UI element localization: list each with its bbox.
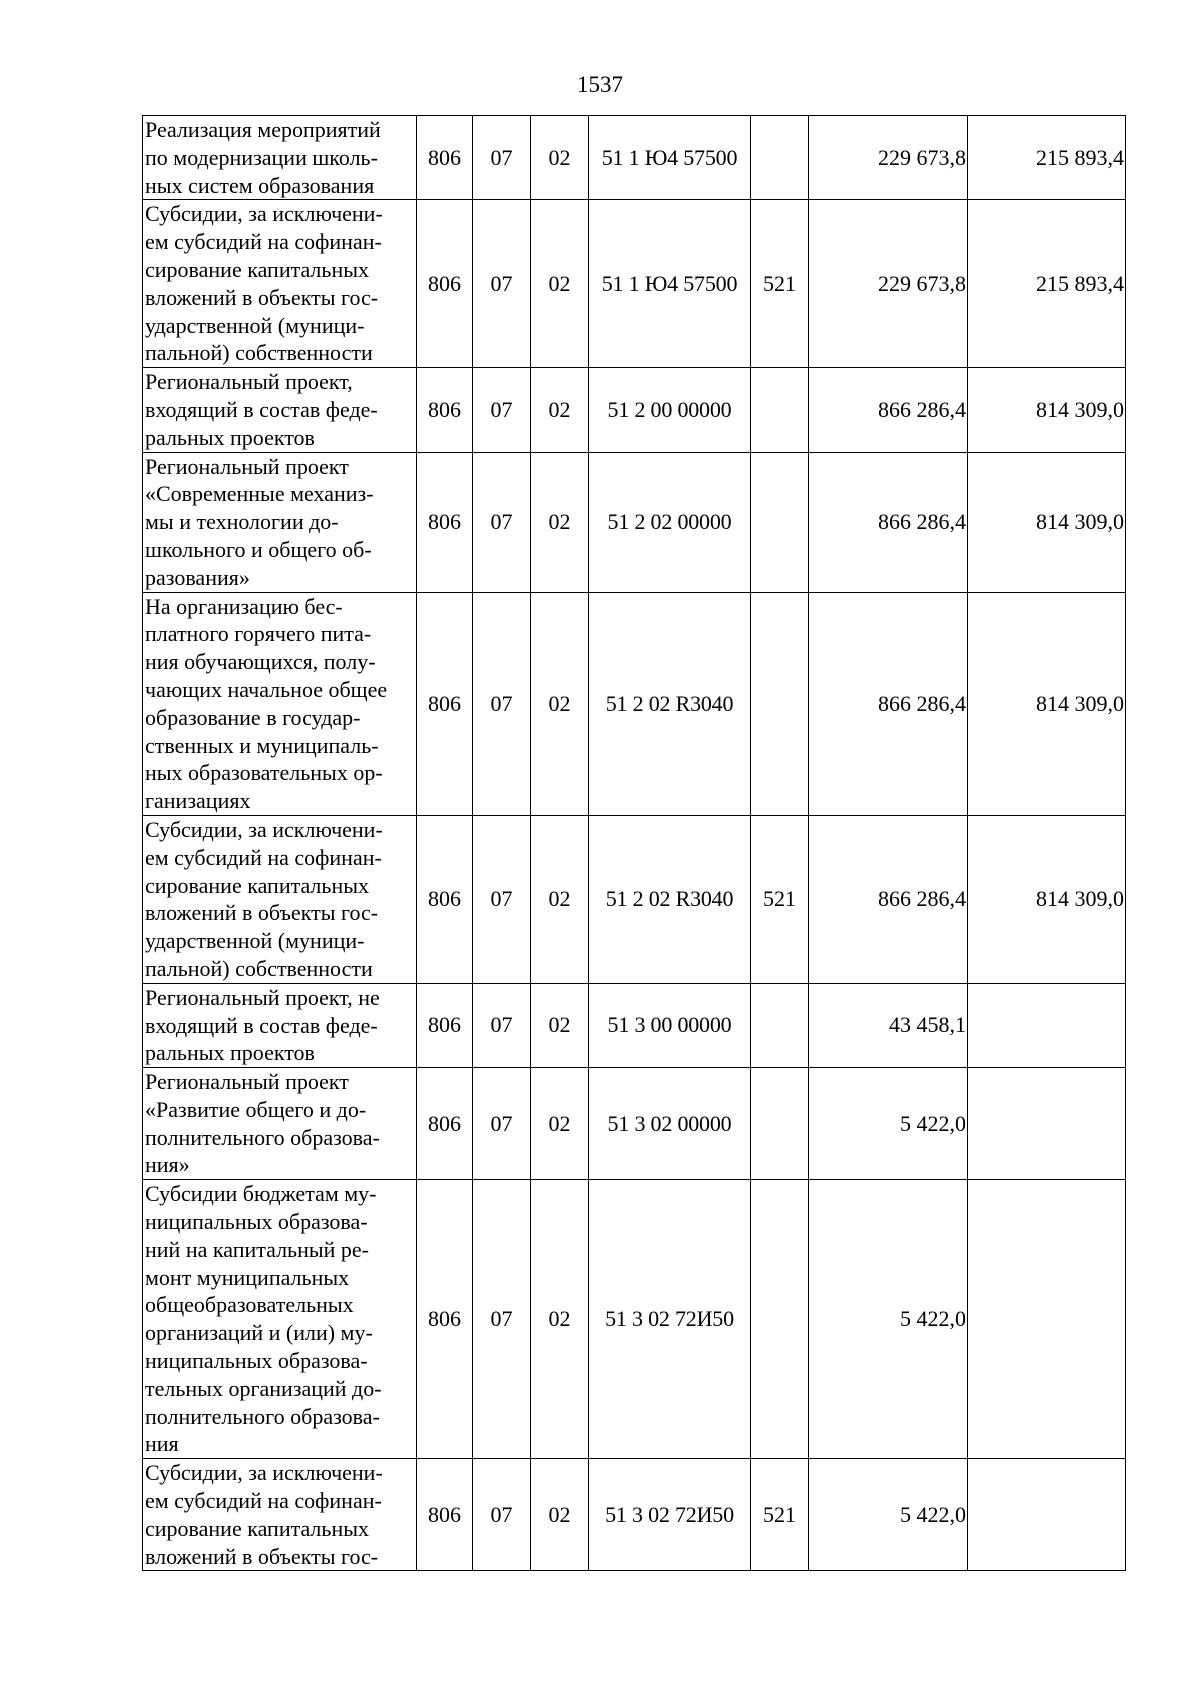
description-line: сирование капитальных (145, 872, 369, 898)
subsection-code-cell: 02 (531, 592, 589, 815)
description-line: общеобразовательных (145, 1292, 354, 1318)
expense-type-cell: 521 (751, 1459, 809, 1571)
target-article-cell: 51 3 02 72И50 (589, 1180, 751, 1459)
description-line: образование в государ- (145, 704, 361, 730)
description-line: Региональный проект (145, 1069, 349, 1095)
description-line: тельных организаций до- (145, 1375, 382, 1401)
subsection-code-cell: 02 (531, 1459, 589, 1571)
target-article-cell: 51 2 02 00000 (589, 452, 751, 592)
amount-2-cell: 814 309,0 (968, 452, 1126, 592)
ministry-code-cell: 806 (417, 452, 473, 592)
description-line: ударственной (муници- (145, 928, 365, 954)
description-line: монт муниципальных (145, 1264, 350, 1290)
target-article-cell: 51 2 02 R3040 (589, 592, 751, 815)
target-article-cell: 51 3 00 00000 (589, 983, 751, 1067)
amount-1-cell: 229 673,8 (809, 116, 968, 200)
target-article-cell: 51 3 02 72И50 (589, 1459, 751, 1571)
ministry-code-cell: 806 (417, 116, 473, 200)
description-line: Реализация мероприятий (145, 117, 381, 142)
description-line: ния обучающихся, полу- (145, 649, 376, 675)
description-line: ральных проектов (145, 1040, 315, 1066)
description-line: входящий в состав феде- (145, 1012, 378, 1038)
section-code-cell: 07 (473, 1459, 531, 1571)
description-line: полнительного образова- (145, 1403, 380, 1429)
description-line: разования» (145, 564, 250, 590)
description-line: вложений в объекты гос- (145, 900, 379, 926)
table-row (143, 1180, 1126, 1459)
ministry-code-cell: 806 (417, 200, 473, 368)
amount-2-cell: 814 309,0 (968, 815, 1126, 983)
ministry-code-cell: 806 (417, 592, 473, 815)
expense-type-cell (751, 368, 809, 452)
description-cell (143, 1068, 417, 1180)
ministry-code-cell: 806 (417, 815, 473, 983)
description-line: по модернизации школь- (145, 144, 378, 170)
amount-1-cell: 5 422,0 (809, 1068, 968, 1180)
description-line: ных образовательных ор- (145, 760, 383, 786)
description-line: ниципальных образова- (145, 1348, 368, 1374)
description-line: ем субсидий на софинан- (145, 229, 382, 255)
subsection-code-cell: 02 (531, 815, 589, 983)
amount-1-cell: 866 286,4 (809, 452, 968, 592)
description-line: «Развитие общего и до- (145, 1096, 367, 1122)
table-row (143, 368, 1126, 452)
table-row (143, 983, 1126, 1067)
description-line: ударственной (муници- (145, 312, 365, 338)
description-line: ем субсидий на софинан- (145, 844, 382, 870)
description-line: ний на капитальный ре- (145, 1236, 370, 1262)
table-body (143, 116, 1126, 1571)
amount-1-cell: 866 286,4 (809, 592, 968, 815)
expense-type-cell (751, 983, 809, 1067)
description-line: пальной) собственности (145, 955, 373, 981)
description-line: «Современные механиз- (145, 481, 374, 507)
target-article-cell: 51 2 02 R3040 (589, 815, 751, 983)
subsection-code-cell: 02 (531, 1068, 589, 1180)
table-row (143, 592, 1126, 815)
subsection-code-cell: 02 (531, 983, 589, 1067)
section-code-cell: 07 (473, 983, 531, 1067)
description-line: ния» (145, 1152, 190, 1178)
expense-type-cell (751, 1180, 809, 1459)
description-cell (143, 1180, 417, 1459)
table-row (143, 815, 1126, 983)
description-line: чающих начальное общее (145, 676, 388, 702)
description-line: входящий в состав феде- (145, 396, 378, 422)
amount-2-cell (968, 1068, 1126, 1180)
subsection-code-cell: 02 (531, 200, 589, 368)
subsection-code-cell: 02 (531, 452, 589, 592)
description-line: вложений в объекты гос- (145, 1543, 379, 1569)
subsection-code-cell: 02 (531, 116, 589, 200)
section-code-cell: 07 (473, 592, 531, 815)
description-line: мы и технологии до- (145, 509, 339, 535)
description-line: вложений в объекты гос- (145, 284, 379, 310)
expense-type-cell (751, 592, 809, 815)
table-row (143, 1068, 1126, 1180)
description-line: ния (145, 1431, 179, 1457)
page-number: 1537 (577, 72, 623, 97)
amount-2-cell: 215 893,4 (968, 200, 1126, 368)
subsection-code-cell: 02 (531, 368, 589, 452)
amount-1-cell: 5 422,0 (809, 1459, 968, 1571)
section-code-cell: 07 (473, 200, 531, 368)
target-article-cell: 51 2 00 00000 (589, 368, 751, 452)
description-line: полнительного образова- (145, 1124, 380, 1150)
description-line: ственных и муниципаль- (145, 732, 379, 758)
amount-1-cell: 229 673,8 (809, 200, 968, 368)
amount-1-cell: 5 422,0 (809, 1180, 968, 1459)
table-row (143, 1459, 1126, 1571)
section-code-cell: 07 (473, 452, 531, 592)
description-line: сирование капитальных (145, 256, 369, 282)
description-line: ральных проектов (145, 424, 315, 450)
description-line: Региональный проект (145, 453, 349, 479)
description-line: пальной) собственности (145, 340, 373, 366)
amount-1-cell: 866 286,4 (809, 368, 968, 452)
amount-1-cell: 866 286,4 (809, 815, 968, 983)
expense-type-cell: 521 (751, 200, 809, 368)
target-article-cell: 51 1 Ю4 57500 (589, 200, 751, 368)
expense-type-cell (751, 1068, 809, 1180)
subsection-code-cell: 02 (531, 1180, 589, 1459)
description-line: Субсидии, за исключени- (145, 816, 383, 842)
description-line: школьного и общего об- (145, 536, 372, 562)
ministry-code-cell: 806 (417, 368, 473, 452)
description-line: платного горячего пита- (145, 621, 372, 647)
amount-2-cell: 215 893,4 (968, 116, 1126, 200)
description-line: Региональный проект, не (145, 984, 380, 1010)
description-line: Региональный проект, (145, 369, 353, 395)
description-cell (143, 592, 417, 815)
section-code-cell: 07 (473, 815, 531, 983)
description-line: организаций и (или) му- (145, 1320, 373, 1346)
description-cell (143, 200, 417, 368)
amount-1-cell: 43 458,1 (809, 983, 968, 1067)
ministry-code-cell: 806 (417, 983, 473, 1067)
description-cell (143, 983, 417, 1067)
section-code-cell: 07 (473, 368, 531, 452)
description-cell (143, 368, 417, 452)
description-line: сирование капитальных (145, 1515, 369, 1541)
amount-2-cell: 814 309,0 (968, 592, 1126, 815)
table-row (143, 116, 1126, 200)
description-line: Субсидии, за исключени- (145, 1460, 383, 1486)
description-line: На организацию бес- (145, 593, 343, 619)
target-article-cell: 51 3 02 00000 (589, 1068, 751, 1180)
section-code-cell: 07 (473, 1180, 531, 1459)
ministry-code-cell: 806 (417, 1180, 473, 1459)
description-line: ем субсидий на софинан- (145, 1488, 382, 1514)
description-cell (143, 452, 417, 592)
description-line: ных систем образования (145, 172, 375, 198)
description-line: ганизациях (145, 788, 251, 814)
amount-2-cell (968, 1180, 1126, 1459)
description-cell (143, 1459, 417, 1571)
ministry-code-cell: 806 (417, 1459, 473, 1571)
expense-type-cell: 521 (751, 815, 809, 983)
table-row (143, 200, 1126, 368)
description-line: Субсидии, за исключени- (145, 201, 383, 227)
description-line: Субсидии бюджетам му- (145, 1181, 377, 1207)
budget-table (142, 115, 1126, 1571)
amount-2-cell: 814 309,0 (968, 368, 1126, 452)
amount-2-cell (968, 983, 1126, 1067)
section-code-cell: 07 (473, 1068, 531, 1180)
ministry-code-cell: 806 (417, 1068, 473, 1180)
description-cell (143, 116, 417, 200)
expense-type-cell (751, 116, 809, 200)
table-row (143, 452, 1126, 592)
description-line: ниципальных образова- (145, 1209, 368, 1235)
expense-type-cell (751, 452, 809, 592)
description-cell (143, 815, 417, 983)
amount-2-cell (968, 1459, 1126, 1571)
section-code-cell: 07 (473, 116, 531, 200)
target-article-cell: 51 1 Ю4 57500 (589, 116, 751, 200)
